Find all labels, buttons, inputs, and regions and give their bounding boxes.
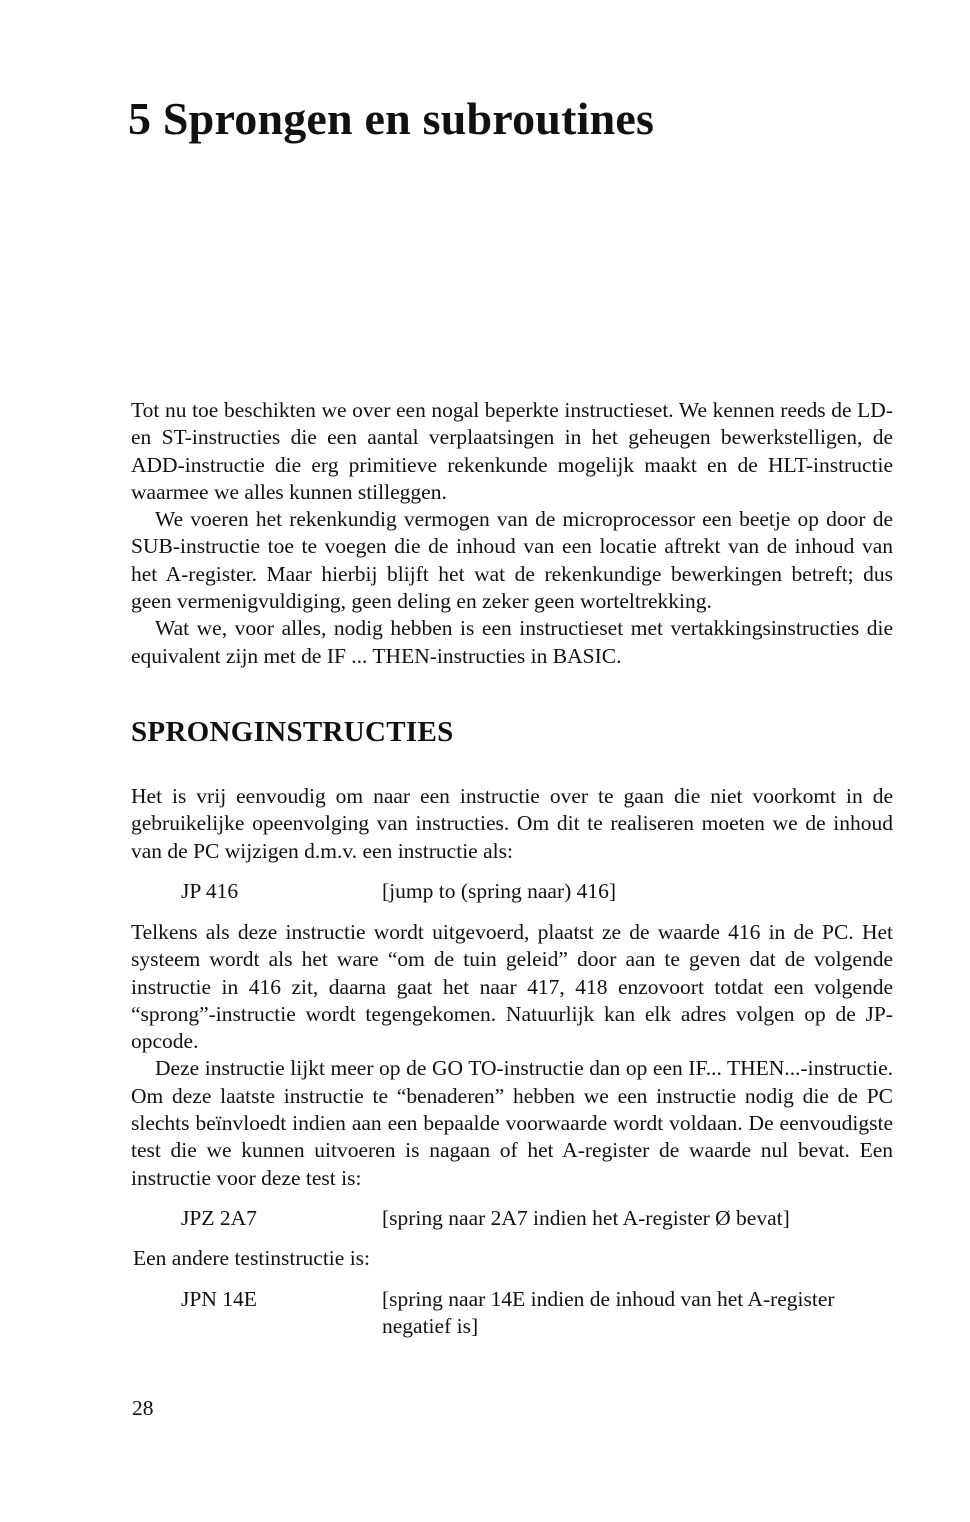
after-jp-text <box>131 919 893 1192</box>
example-jp-description: [jump to (spring naar) 416] <box>382 879 617 903</box>
chapter-title: 5 Sprongen en subroutines <box>128 93 655 144</box>
example-jp-instruction: JP 416 <box>181 879 239 903</box>
section-heading: SPRONGINSTRUCTIES <box>131 716 454 748</box>
after-jp-paragraph-2: Deze instructie lijkt meer op de GO TO-instructie dan op een IF... THEN...-instructie. Om deze laatste instructie te “benaderen” hebben we een instructie nodig die de PC slechts beïnvloedt indien aan een bepaalde voorwaarde wordt voldaan. De eenvoudigste test die we kunnen uitvoeren is nagaan of het A-register de waarde nul bevat. Een instructie voor deze test is: <box>131 1056 893 1190</box>
example-jpn-instruction: JPN 14E <box>181 1287 257 1311</box>
page-number: 28 <box>132 1396 154 1420</box>
section-intro-paragraph: Het is vrij eenvoudig om naar een instructie over te gaan die niet voorkomt in de gebruikelijke opeenvolging van instructies. Om dit te realiseren moeten we de inhoud van de PC wijzigen d.m.v. een instructie als: <box>131 784 893 863</box>
intro-text <box>131 397 893 670</box>
example-jpz-instruction: JPZ 2A7 <box>181 1206 257 1230</box>
intro-paragraph-1: Tot nu toe beschikten we over een nogal beperkte instructieset. We kennen reeds de LD- en ST-instructies die een aantal verplaatsingen in het geheugen bewerkstelligen, de ADD-instructie die erg primitieve rekenkunde mogelijk maakt en de HLT-instructie waarmee we alles kunnen stilleggen. <box>131 398 893 504</box>
other-test-intro: Een andere testinstructie is: <box>133 1246 371 1270</box>
example-jpz-description: [spring naar 2A7 indien het A-register Ø bevat] <box>382 1206 790 1230</box>
example-jpn-description: [spring naar 14E indien de inhoud van het A-register negatief is] <box>382 1287 835 1339</box>
after-jp-paragraph-1: Telkens als deze instructie wordt uitgevoerd, plaatst ze de waarde 416 in de PC. Het systeem wordt als het ware “om de tuin geleid” door aan te geven dat de volgende instructie in 416 zit, daarna gaat het naar 417, 418 enzovoort totdat een volgende “sprong”-instructie wordt tegengekomen. Natuurlijk kan elk adres volgen op de JP-opcode. <box>131 920 893 1054</box>
section-intro <box>131 783 893 865</box>
intro-paragraph-2: We voeren het rekenkundig vermogen van de microprocessor een beetje op door de SUB-instructie toe te voegen die de inhoud van een locatie aftrekt van de inhoud van het A-register. Maar hierbij blijft het wat de rekenkundige bewerkingen betreft; dus geen vermenigvuldiging, geen deling en zeker geen worteltrekking. <box>131 507 893 614</box>
intro-paragraph-3: Wat we, voor alles, nodig hebben is een instructieset met vertakkingsinstructies die equivalent zijn met de IF ... THEN-instructies in BASIC. <box>131 616 893 668</box>
